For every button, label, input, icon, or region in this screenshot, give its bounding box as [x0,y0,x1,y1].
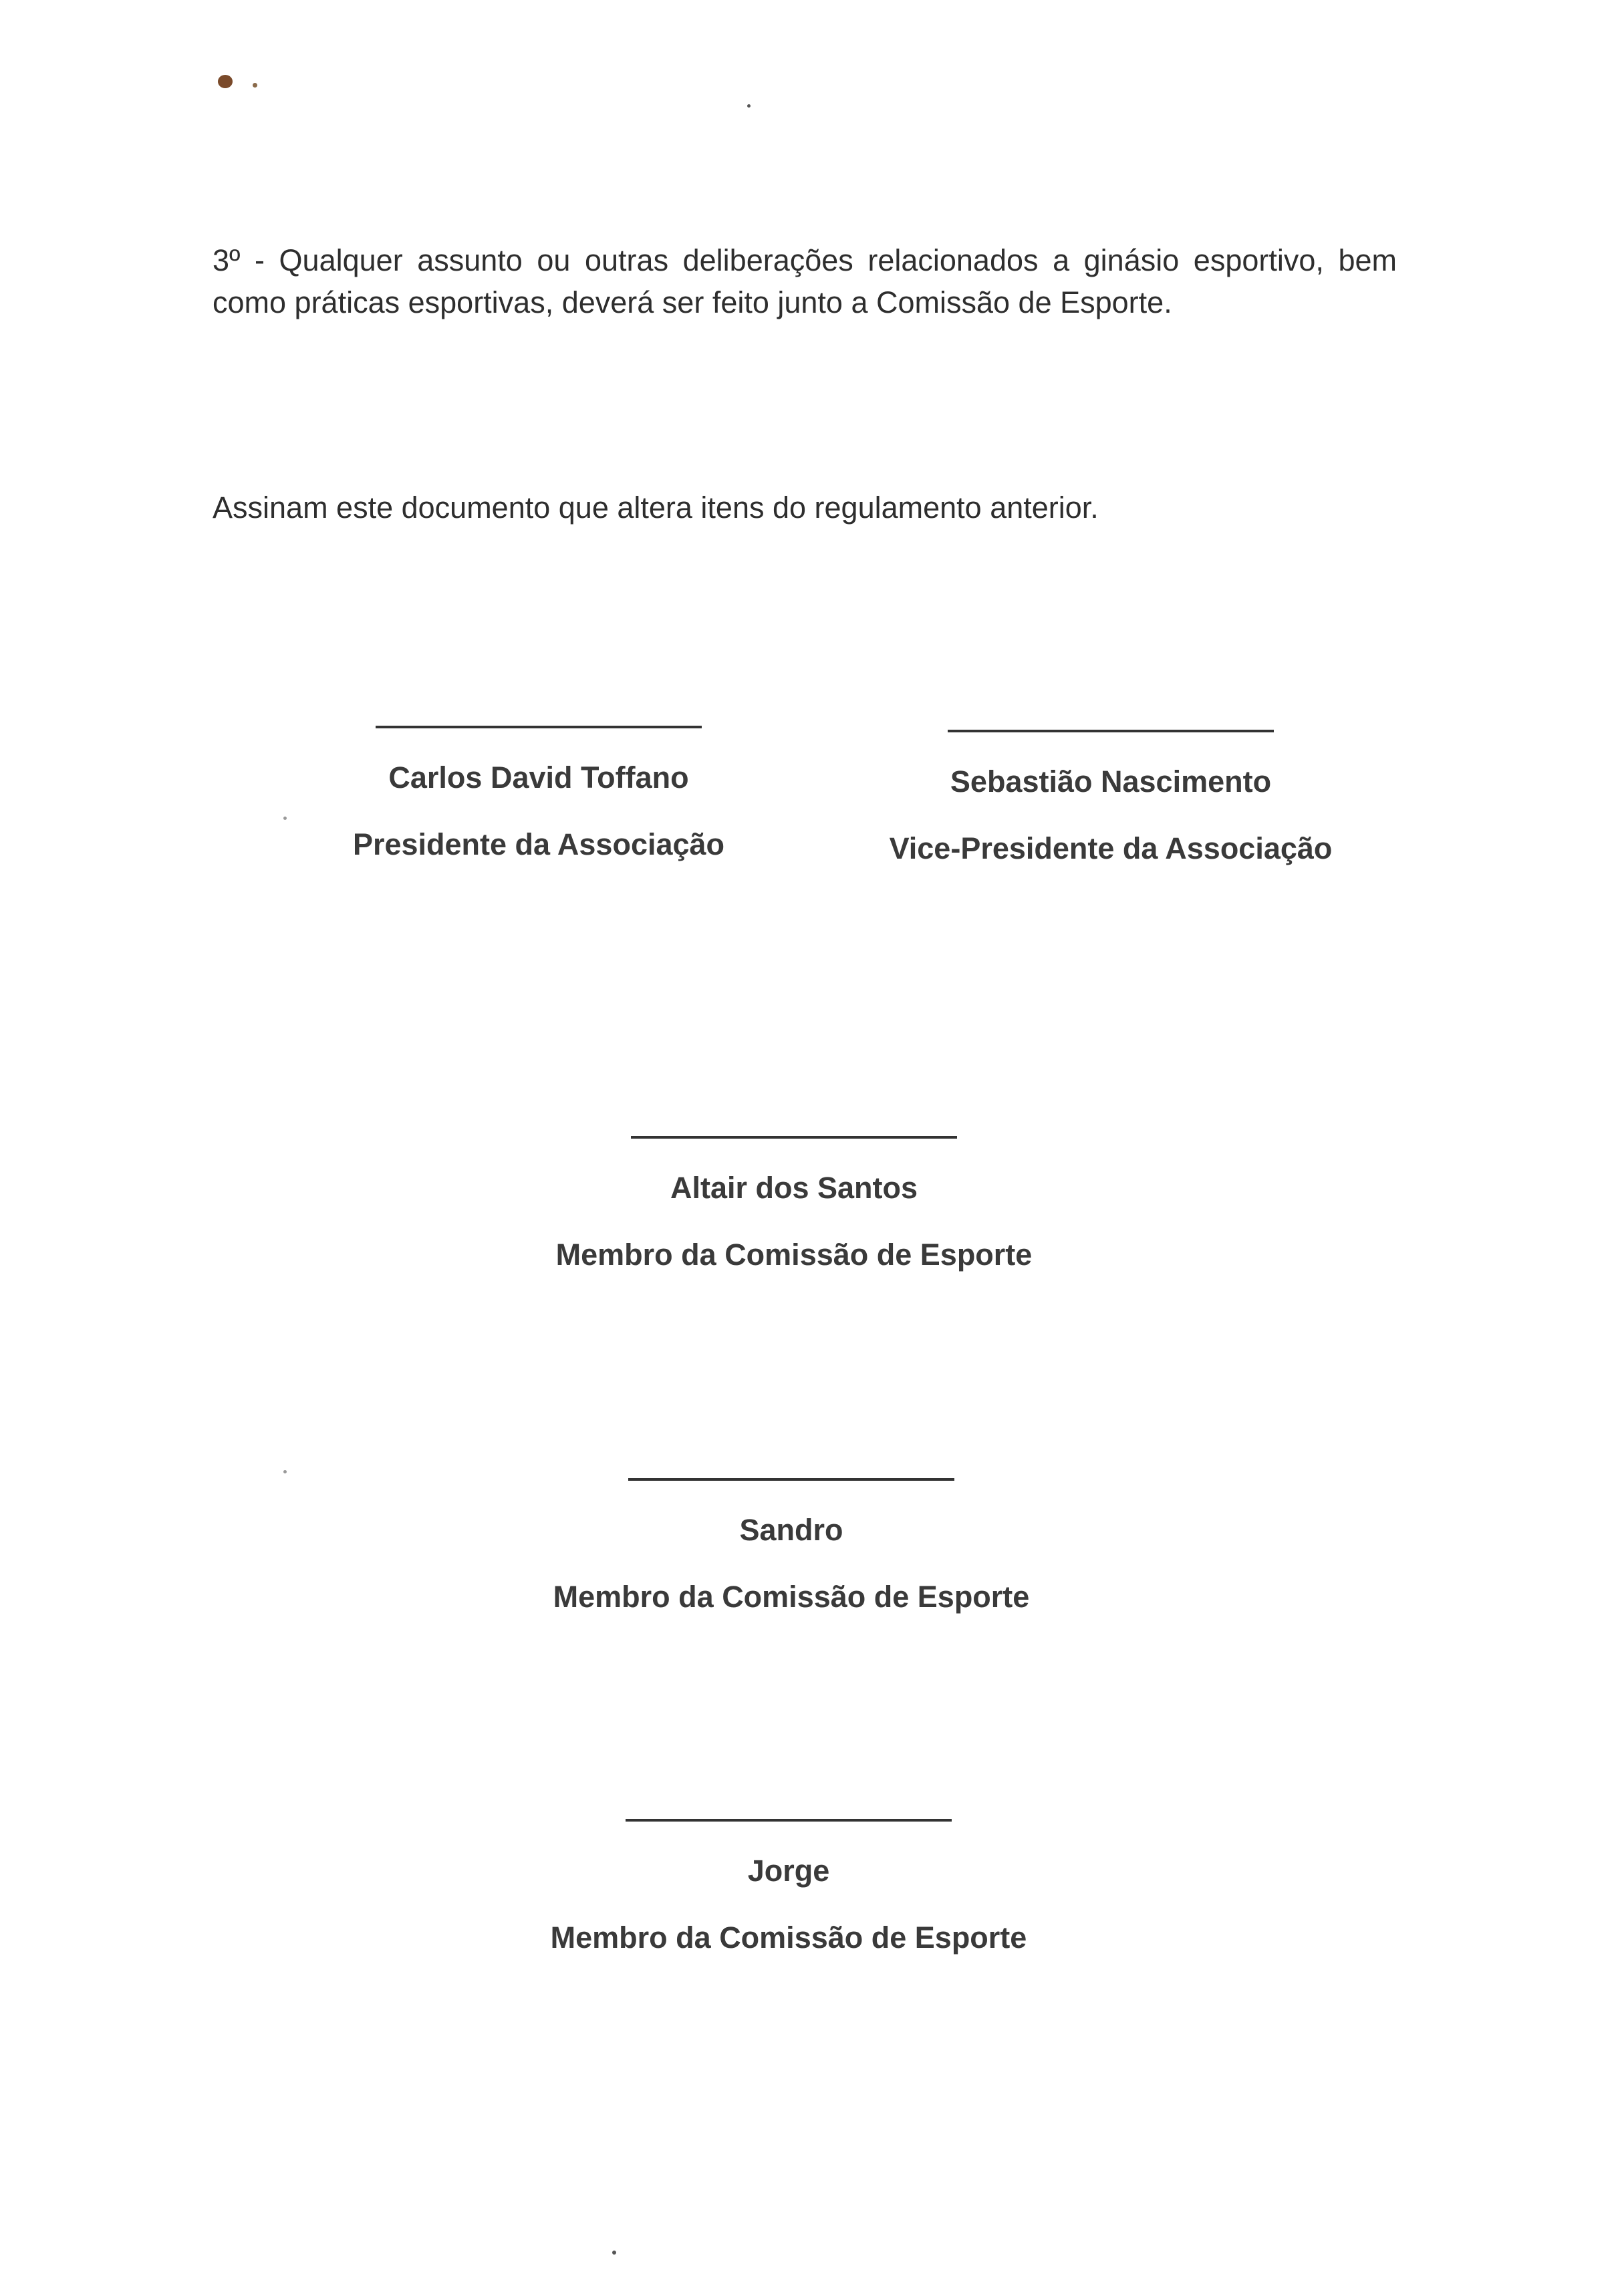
closing-statement: Assinam este documento que altera itens do regulamento anterior. [213,490,1099,525]
scan-speck [218,75,233,88]
signatory-name: Altair dos Santos [670,1171,918,1205]
signature-line [626,1819,952,1822]
signatory-role: Vice-Presidente da Associação [889,831,1333,865]
signatory-role: Presidente da Associação [352,827,725,861]
signature-block [488,1819,1089,1957]
signature-line [948,730,1274,732]
signature-line [628,1478,954,1481]
paragraph-3: 3º - Qualquer assunto ou outras deliberações relacionados a ginásio esportivo, bem como práticas esportivas, deverá ser feito junto a Comissão de Esporte. [213,243,1397,319]
signatory-name: Carlos David Toffano [388,760,689,795]
signature-block [491,1478,1092,1616]
signatory-role: Membro da Comissão de Esporte [553,1580,1030,1614]
signatory-role: Membro da Comissão de Esporte [550,1920,1027,1955]
signature-line [631,1136,957,1139]
scan-dot [612,2251,616,2255]
scan-speck [253,83,257,88]
signature-block [493,1136,1095,1274]
scan-dot [283,1470,287,1473]
signature-block [810,730,1412,867]
signatory-name: Jorge [747,1854,830,1888]
signature-block [238,726,839,863]
signatory-role: Membro da Comissão de Esporte [555,1238,1033,1272]
signatory-name: Sandro [739,1513,843,1547]
signatory-name: Sebastião Nascimento [950,764,1272,799]
scan-dot [747,104,751,108]
signature-line [376,726,702,728]
